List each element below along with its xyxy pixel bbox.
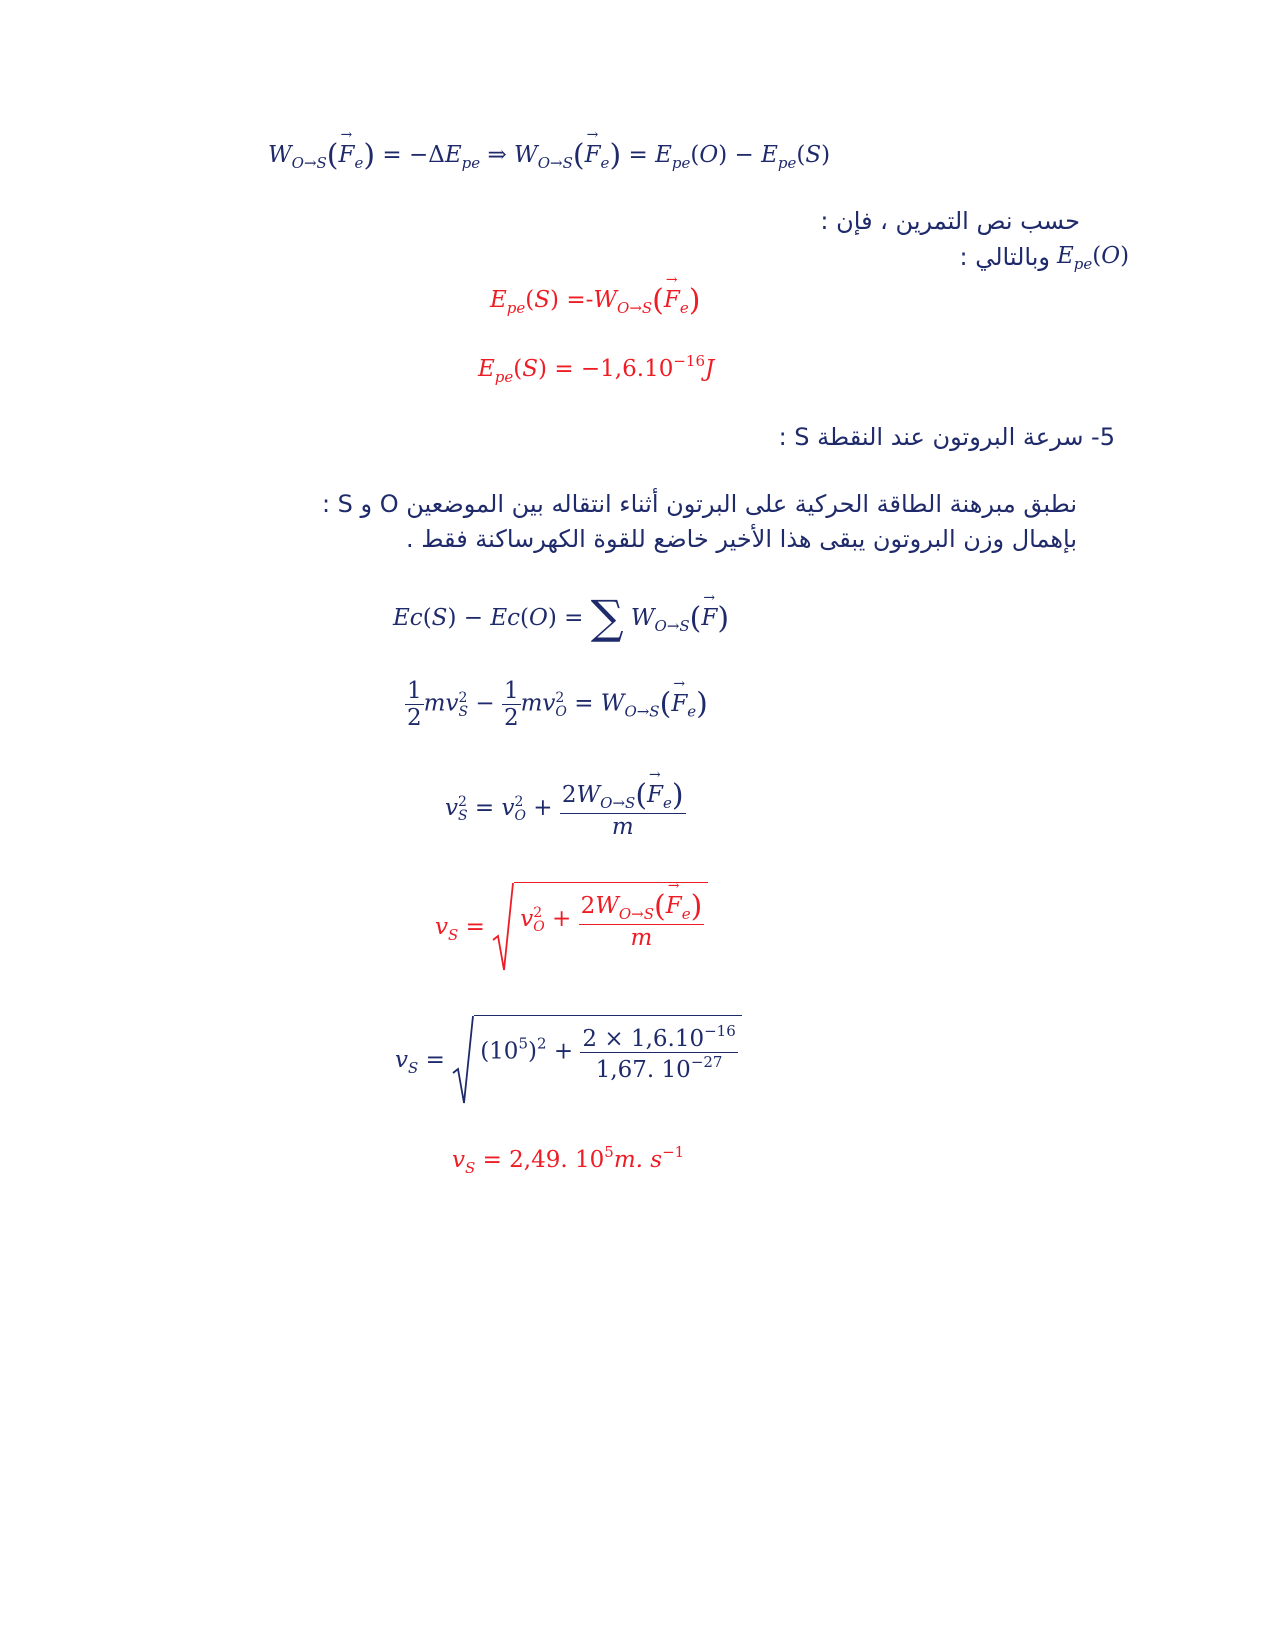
potential-energy-at-O: $E_{pe}(O)$ [1057,243,1130,273]
equation-velocity-numeric: $v_S$ = $(10^5)^2$ + $\frac{2 \times 1,6.10^{-16}}{1,67. 10^{-27}}$ [395,1015,742,1107]
equation-kinetic-energy-theorem: Ec(S) − Ec(O) = ∑ $W_{O\to S}(\to F)$ [393,590,729,644]
equation-epe-s-symbolic: $E_{pe}(S) =-W_{O\to S}(\to F_e)$ [490,283,700,318]
square-exponent: 2 [536,1034,547,1053]
initial-speed-close: ) [527,1038,537,1065]
initial-speed-exponent: 5 [518,1034,528,1053]
equation-velocity-squared: v 2 S = v 2 O + $\frac{2W_{O\to S}(\to F_e)}{m}$ [445,778,686,840]
statement-therefore: وبالتالي : [959,243,1050,271]
equation-velocity-result: $v_S = 2,49$. $10^5m$. $s^{-1}$ [452,1143,685,1177]
equals-minus-sign: =- [566,287,594,313]
result-exponent: 5 [604,1143,614,1161]
equation-kinetic-energy-expanded: $\frac{1}{2}$ mv 2 S − $\frac{1}{2}$ mv 2 O = $W_{O\to S}(\to F_e)$ [405,678,708,731]
square-root-icon: v 2 O + $\frac{2W_{O\to S}(\to F_e)}{m}$ [492,882,708,974]
denominator-value: 1,67. 10 [595,1057,691,1083]
numerator-exponent: −16 [704,1022,736,1040]
numerator-value: 2 × 1,6.10 [582,1026,705,1052]
equation-work-potential-energy: $W_{O\to S}(\to F_e) = -\Delta E_{pe}$ ⇒ $W_{O\to S}(\to F_e) = E_{pe}(O) - E_{pe}(S)$ [268,138,830,173]
epe-value: −1,6.10 [580,356,674,382]
result-unit: m. s [613,1147,663,1173]
section-5-heading: 5- سرعة البروتون عند النقطة S : [778,423,1115,451]
statement-according-to-exercise: حسب نص التمرين ، فإن : [820,207,1080,235]
result-value: = 2,49. 10 [482,1147,605,1173]
epe-unit: J [705,356,715,382]
result-unit-exponent: −1 [662,1143,685,1161]
theorem-statement-line2: بإهمال وزن البروتون يبقى هذا الأخير خاضع للقوة الكهرساكنة فقط . [406,525,1077,553]
square-root-icon: $(10^5)^2$ + $\frac{2 \times 1,6.10^{-16}}{1,67. 10^{-27}}$ [452,1015,742,1107]
denominator-exponent: −27 [690,1053,723,1071]
initial-speed-base: (10 [480,1038,519,1065]
theorem-statement-line1: نطبق مبرهنة الطاقة الحركية على البرتون أثناء انتقاله بين الموضعين O و S : [321,490,1077,518]
equation-velocity-root: $v_S$ = v 2 O + $\frac{2W_{O\to S}(\to F_e)}{m}$ [435,882,708,974]
equation-epe-s-value: $E_{pe}(S) = -1,6.10^{-16}J$ [478,352,715,386]
epe-exponent: −16 [673,352,705,370]
